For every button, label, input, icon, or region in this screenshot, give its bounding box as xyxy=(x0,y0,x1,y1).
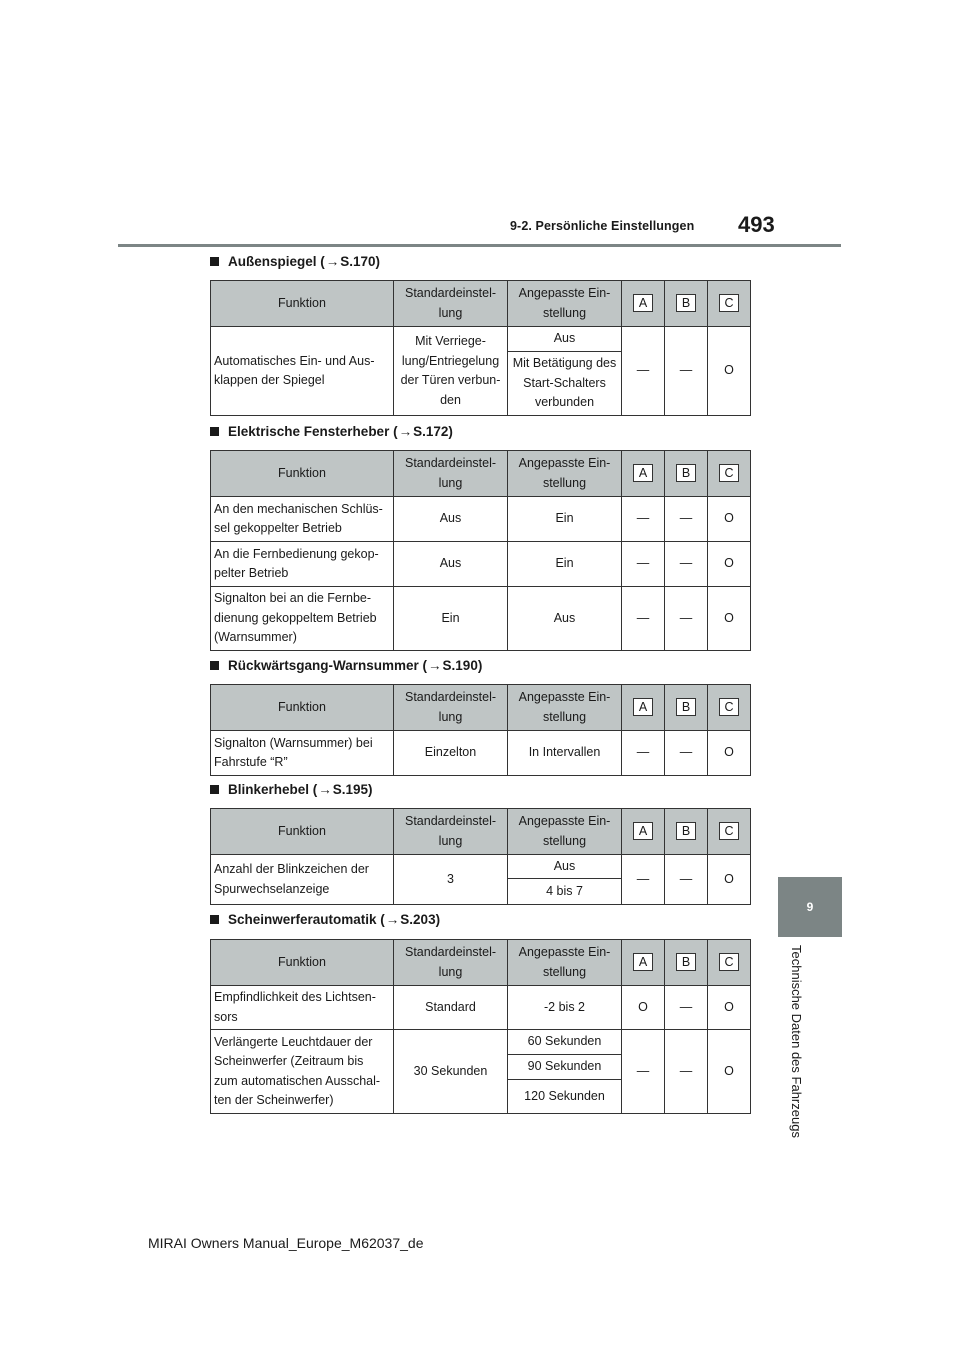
cell-angepasst: -2 bis 2 xyxy=(508,986,622,1030)
header-a: A xyxy=(622,940,665,986)
cell-c: O xyxy=(708,855,751,905)
cell-angepasst: 60 Sekunden xyxy=(508,1030,622,1055)
cell-c: O xyxy=(708,587,751,651)
table-aussenspiegel xyxy=(210,280,751,416)
page-number: 493 xyxy=(738,212,775,237)
cell-c: O xyxy=(708,327,751,416)
cell-b: — xyxy=(665,497,708,542)
header-standard: Standardeinstel-lung xyxy=(394,281,508,327)
cell-standard: Aus xyxy=(394,497,508,542)
cell-funktion: Verlängerte Leuchtdauer der Scheinwerfer (Zeitraum bis zum automatischen Ausschal-ten der Scheinwerfer) xyxy=(211,1030,394,1114)
header-a: A xyxy=(622,281,665,327)
cell-c: O xyxy=(708,542,751,587)
table-row xyxy=(211,855,751,879)
cell-c: O xyxy=(708,1030,751,1114)
cell-angepasst: Aus xyxy=(508,855,622,879)
footer-manual-id: MIRAI Owners Manual_Europe_M62037_de xyxy=(148,1235,424,1251)
table-row xyxy=(211,587,751,651)
cell-b: — xyxy=(665,855,708,905)
header-funktion: Funktion xyxy=(211,685,394,731)
cell-funktion: An den mechanischen Schlüs-sel gekoppelter Betrieb xyxy=(211,497,394,542)
cell-standard: Standard xyxy=(394,986,508,1030)
cell-b: — xyxy=(665,542,708,587)
table-row xyxy=(211,327,751,352)
table-header-row xyxy=(211,685,751,731)
header-funktion: Funktion xyxy=(211,809,394,855)
header-a: A xyxy=(622,685,665,731)
cell-angepasst: Mit Betätigung des Start-Schalters verbunden xyxy=(508,352,622,416)
cell-a: — xyxy=(622,327,665,416)
header-c: C xyxy=(708,281,751,327)
cell-standard: 30 Sekunden xyxy=(394,1030,508,1114)
chapter-label: Technische Daten des Fahrzeugs xyxy=(789,945,804,1138)
section-title-scheinwerfer: Scheinwerferautomatik ( → S.203) xyxy=(210,912,440,927)
cell-a: — xyxy=(622,731,665,776)
section-title-aussenspiegel: Außenspiegel ( → S.170) xyxy=(210,254,380,269)
header-b: B xyxy=(665,809,708,855)
square-bullet-icon xyxy=(210,257,219,266)
cell-funktion: Signalton bei an die Fernbe-dienung gekoppeltem Betrieb (Warnsummer) xyxy=(211,587,394,651)
table-row xyxy=(211,731,751,776)
cell-standard: Einzelton xyxy=(394,731,508,776)
header-rule xyxy=(118,244,841,247)
section-title-rueckwaertsgang: Rückwärtsgang-Warnsummer ( → S.190) xyxy=(210,658,482,673)
table-rueckwaertsgang xyxy=(210,684,751,776)
header-b: B xyxy=(665,451,708,497)
table-row xyxy=(211,497,751,542)
header-angepasst: Angepasste Ein-stellung xyxy=(508,281,622,327)
cell-angepasst: 4 bis 7 xyxy=(508,879,622,905)
cell-b: — xyxy=(665,731,708,776)
cell-angepasst: Ein xyxy=(508,542,622,587)
cell-c: O xyxy=(708,497,751,542)
table-blinkerhebel xyxy=(210,808,751,905)
cell-standard: Mit Verriege-lung/Entriegelung der Türen verbun-den xyxy=(394,327,508,416)
cell-b: — xyxy=(665,1030,708,1114)
cell-angepasst: 120 Sekunden xyxy=(508,1080,622,1114)
cell-funktion: Empfindlichkeit des Lichtsen-sors xyxy=(211,986,394,1030)
square-bullet-icon xyxy=(210,661,219,670)
header-c: C xyxy=(708,809,751,855)
table-fensterheber xyxy=(210,450,751,651)
table-header-row xyxy=(211,281,751,327)
table-row xyxy=(211,1030,751,1055)
cell-standard: Ein xyxy=(394,587,508,651)
header-b: B xyxy=(665,685,708,731)
table-row xyxy=(211,542,751,587)
cell-c: O xyxy=(708,986,751,1030)
header-funktion: Funktion xyxy=(211,451,394,497)
table-header-row xyxy=(211,940,751,986)
table-row xyxy=(211,986,751,1030)
header-a: A xyxy=(622,809,665,855)
header-standard: Standardeinstel-lung xyxy=(394,451,508,497)
header-c: C xyxy=(708,940,751,986)
cell-funktion: An die Fernbedienung gekop-pelter Betrieb xyxy=(211,542,394,587)
cell-angepasst: In Intervallen xyxy=(508,731,622,776)
cell-standard: 3 xyxy=(394,855,508,905)
table-header-row xyxy=(211,809,751,855)
cell-standard: Aus xyxy=(394,542,508,587)
table-scheinwerfer xyxy=(210,939,751,1114)
table-header-row xyxy=(211,451,751,497)
cell-b: — xyxy=(665,327,708,416)
cell-funktion: Signalton (Warnsummer) bei Fahrstufe “R” xyxy=(211,731,394,776)
cell-a: — xyxy=(622,855,665,905)
header-c: C xyxy=(708,685,751,731)
square-bullet-icon xyxy=(210,785,219,794)
cell-c: O xyxy=(708,731,751,776)
section-title-blinkerhebel: Blinkerhebel ( → S.195) xyxy=(210,782,373,797)
header-a: A xyxy=(622,451,665,497)
cell-angepasst: 90 Sekunden xyxy=(508,1055,622,1080)
cell-angepasst: Aus xyxy=(508,587,622,651)
cell-a: — xyxy=(622,497,665,542)
header-funktion: Funktion xyxy=(211,281,394,327)
header-angepasst: Angepasste Ein-stellung xyxy=(508,685,622,731)
header-angepasst: Angepasste Ein-stellung xyxy=(508,809,622,855)
square-bullet-icon xyxy=(210,915,219,924)
header-standard: Standardeinstel-lung xyxy=(394,940,508,986)
header-b: B xyxy=(665,940,708,986)
cell-b: — xyxy=(665,986,708,1030)
header-funktion: Funktion xyxy=(211,940,394,986)
cell-funktion: Automatisches Ein- und Aus-klappen der Spiegel xyxy=(211,327,394,416)
header-section-title: 9-2. Persönliche Einstellungen xyxy=(510,219,695,233)
header-b: B xyxy=(665,281,708,327)
cell-a: — xyxy=(622,587,665,651)
cell-angepasst: Ein xyxy=(508,497,622,542)
header-standard: Standardeinstel-lung xyxy=(394,809,508,855)
header-standard: Standardeinstel-lung xyxy=(394,685,508,731)
header-c: C xyxy=(708,451,751,497)
header-angepasst: Angepasste Ein-stellung xyxy=(508,451,622,497)
square-bullet-icon xyxy=(210,427,219,436)
cell-a: — xyxy=(622,542,665,587)
cell-b: — xyxy=(665,587,708,651)
cell-a: O xyxy=(622,986,665,1030)
header-angepasst: Angepasste Ein-stellung xyxy=(508,940,622,986)
cell-angepasst: Aus xyxy=(508,327,622,352)
cell-funktion: Anzahl der Blinkzeichen der Spurwechselanzeige xyxy=(211,855,394,905)
chapter-number: 9 xyxy=(806,900,814,914)
cell-a: — xyxy=(622,1030,665,1114)
section-title-fensterheber: Elektrische Fensterheber ( → S.172) xyxy=(210,424,453,439)
